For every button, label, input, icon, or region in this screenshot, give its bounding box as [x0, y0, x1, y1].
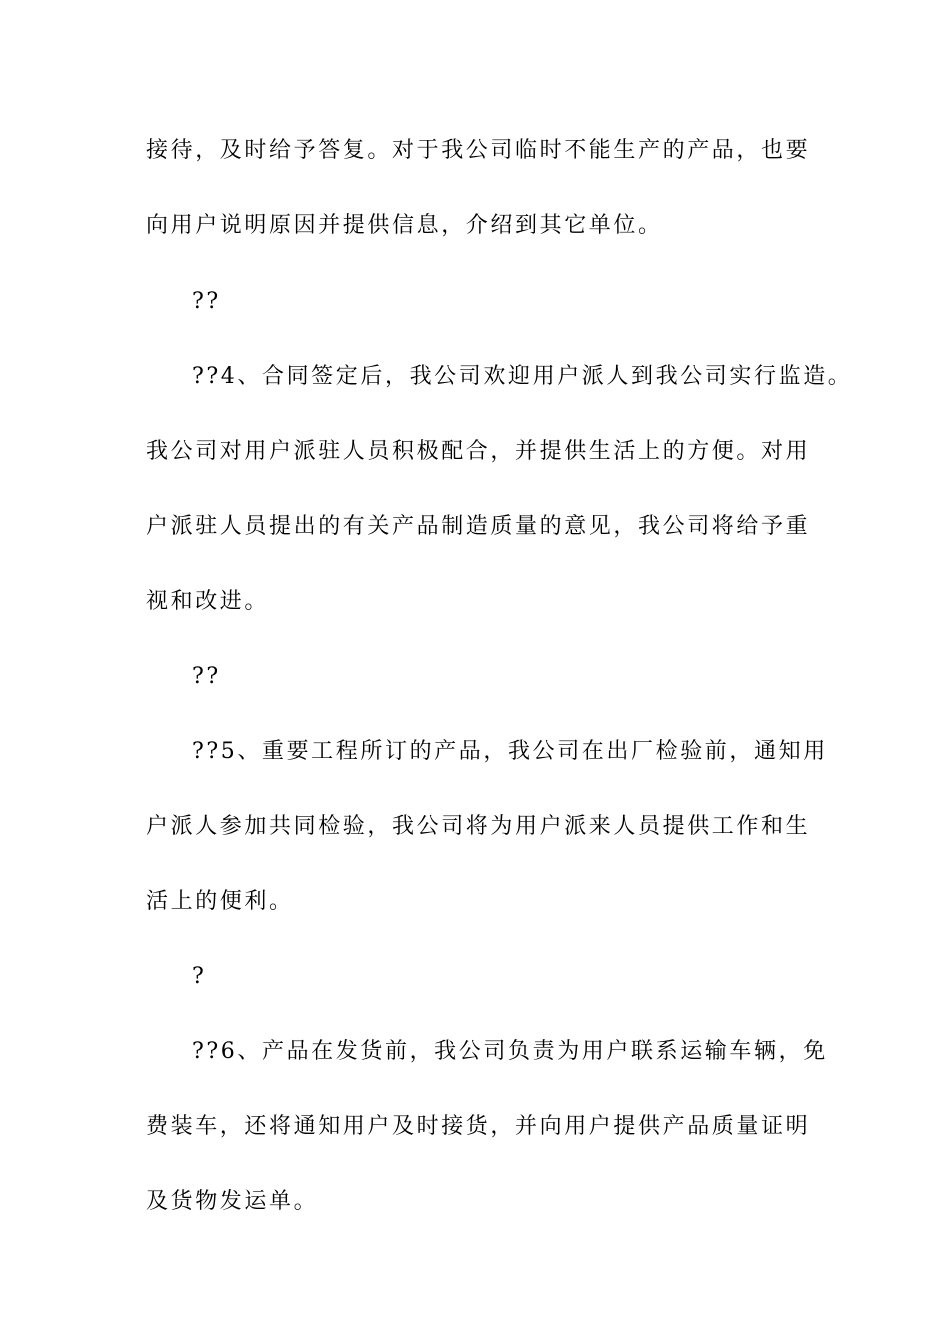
text-line: ??4、合同签定后，我公司欢迎用户派人到我公司实行监造。 — [192, 364, 853, 389]
text-line: 户派驻人员提出的有关产品制造质量的意见，我公司将给予重 — [146, 514, 811, 539]
text-line: ?? — [192, 664, 221, 689]
text-line: 费装车，还将通知用户及时接货，并向用户提供产品质量证明 — [146, 1114, 811, 1139]
text-line: ? — [192, 964, 207, 989]
text-line: 我公司对用户派驻人员积极配合，并提供生活上的方便。对用 — [146, 439, 811, 464]
text-line: 户派人参加共同检验，我公司将为用户派来人员提供工作和生 — [146, 814, 811, 839]
text-line: ?? — [192, 289, 221, 314]
text-line: 及货物发运单。 — [146, 1189, 319, 1214]
text-line: 活上的便利。 — [146, 889, 294, 914]
text-line: 接待，及时给予答复。对于我公司临时不能生产的产品，也要 — [146, 138, 811, 163]
text-line: ??6、产品在发货前，我公司负责为用户联系运输车辆，免 — [192, 1039, 828, 1064]
text-line: ??5、重要工程所订的产品，我公司在出厂检验前，通知用 — [192, 739, 828, 764]
text-line: 视和改进。 — [146, 589, 270, 614]
text-line: 向用户说明原因并提供信息，介绍到其它单位。 — [146, 213, 663, 238]
